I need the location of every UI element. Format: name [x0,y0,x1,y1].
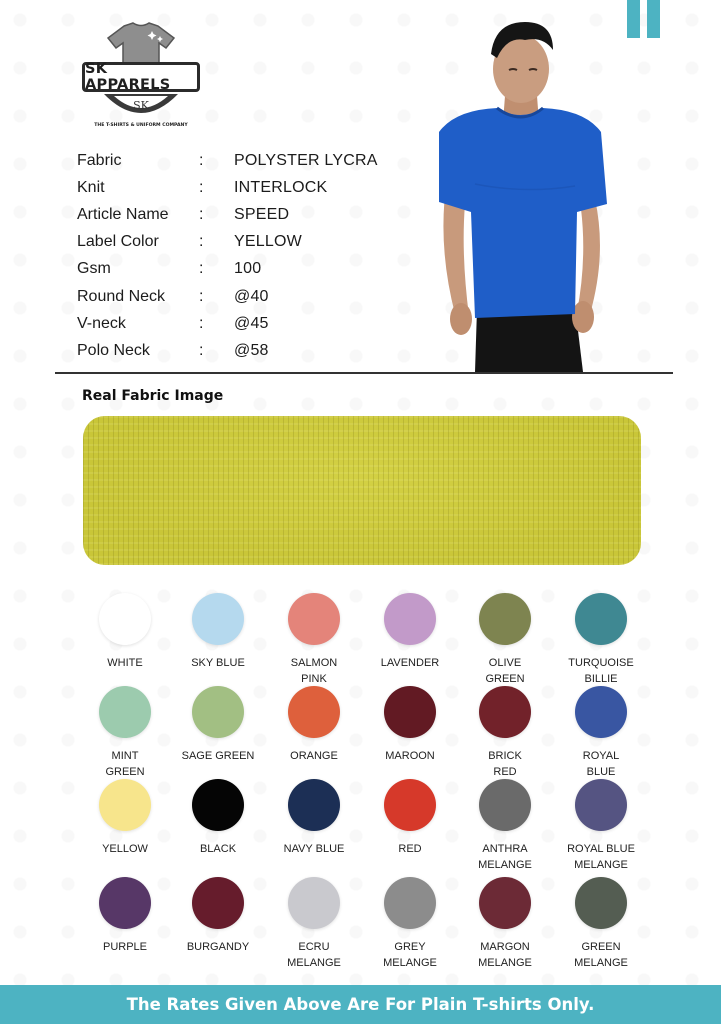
fabric-image [83,416,641,565]
color-swatch [479,593,531,645]
color-option [170,877,266,955]
color-name: PURPLE [102,941,148,953]
spec-separator: : [199,287,204,305]
spec-label: Knit [77,178,105,196]
color-swatch [192,593,244,645]
spec-separator: : [199,260,204,278]
color-option [457,877,553,971]
color-option [457,686,553,780]
brand-monogram: SK [133,99,149,112]
color-name: ECRU MELANGE [287,941,341,969]
color-option [77,686,173,780]
color-swatch [384,877,436,929]
color-swatch [288,779,340,831]
spec-value: INTERLOCK [234,178,328,196]
color-swatch [192,877,244,929]
color-option [362,779,458,857]
color-option [553,686,649,780]
spec-label: Fabric [77,151,122,169]
color-name: ROYAL BLUE [582,750,620,778]
spec-label: Polo Neck [77,341,150,359]
color-swatch [288,686,340,738]
section-divider [55,372,673,374]
color-option [362,686,458,764]
color-option [170,686,266,764]
color-swatch [575,686,627,738]
spec-row [77,283,397,310]
color-swatch [479,779,531,831]
brand-logo [80,22,202,132]
color-name: ORANGE [290,750,338,762]
color-option [457,593,553,687]
color-name: WHITE [107,657,143,669]
fabric-section-heading: Real Fabric Image [82,388,224,404]
color-swatch [384,686,436,738]
spec-value: POLYSTER LYCRA [234,151,378,169]
color-option [170,593,266,671]
color-name: BRICK RED [488,750,522,778]
spec-separator: : [199,233,204,251]
spec-row [77,310,397,337]
spec-value: SPEED [234,205,290,223]
color-name: YELLOW [102,843,148,855]
color-name: GREEN MELANGE [574,941,628,969]
spec-label: Round Neck [77,287,166,305]
spec-row [77,147,397,174]
color-swatch [192,686,244,738]
color-name: ANTHRA MELANGE [478,843,532,871]
model-photo [425,14,625,372]
color-option [266,686,362,764]
color-option [77,593,173,671]
spec-separator: : [199,178,204,196]
color-swatch [479,686,531,738]
color-option [553,779,649,873]
color-option [362,877,458,971]
color-option [553,593,649,687]
color-option [170,779,266,857]
spec-value: @45 [234,314,269,332]
color-swatch [99,779,151,831]
spec-row [77,229,397,256]
color-option [553,877,649,971]
logo-emblem [102,92,180,124]
color-name: ROYAL BLUE MELANGE [567,843,635,871]
brand-name: SK APPARELS [82,62,200,92]
spec-row [77,337,397,364]
color-name: NAVY BLUE [283,843,345,855]
color-name: MINT GREEN [105,750,145,778]
color-swatch [99,877,151,929]
color-swatch [575,779,627,831]
color-name: SAGE GREEN [181,750,255,762]
color-swatch [575,877,627,929]
color-swatch [99,593,151,645]
color-swatch [288,593,340,645]
spec-value: @58 [234,341,269,359]
color-name: SALMON PINK [290,657,338,685]
color-name: OLIVE GREEN [485,657,525,685]
brand-tagline: THE T-SHIRTS & UNIFORM COMPANY [94,123,188,128]
color-option [77,877,173,955]
color-name: TURQUOISE BILLIE [568,657,634,685]
spec-label: Gsm [77,260,111,278]
spec-separator: : [199,205,204,223]
spec-row [77,174,397,201]
color-swatch [192,779,244,831]
spec-value: 100 [234,260,262,278]
color-name: LAVENDER [380,657,440,669]
spec-label: V-neck [77,314,126,332]
color-option [457,779,553,873]
color-swatch [99,686,151,738]
color-swatch [288,877,340,929]
spec-separator: : [199,314,204,332]
color-name: GREY MELANGE [383,941,437,969]
corner-tab-left [627,0,640,38]
color-name: MARGON MELANGE [478,941,532,969]
color-name: MAROON [385,750,435,762]
color-swatch [384,593,436,645]
spec-row [77,256,397,283]
color-option [266,779,362,857]
color-swatch [384,779,436,831]
footer-note: The Rates Given Above Are For Plain T-shirts Only. [0,985,721,1024]
color-option [266,593,362,687]
color-option [362,593,458,671]
spec-label: Label Color [77,233,159,251]
color-name: SKY BLUE [191,657,245,669]
color-option [77,779,173,857]
color-name: BURGANDY [186,941,250,953]
color-swatch [575,593,627,645]
spec-label: Article Name [77,205,169,223]
spec-value: @40 [234,287,269,305]
corner-tab-right [647,0,660,38]
color-name: RED [398,843,422,855]
color-swatch [479,877,531,929]
spec-value: YELLOW [234,233,302,251]
spec-separator: : [199,151,204,169]
spec-table [77,147,397,365]
spec-separator: : [199,341,204,359]
spec-row [77,201,397,228]
color-option [266,877,362,971]
color-name: BLACK [199,843,237,855]
